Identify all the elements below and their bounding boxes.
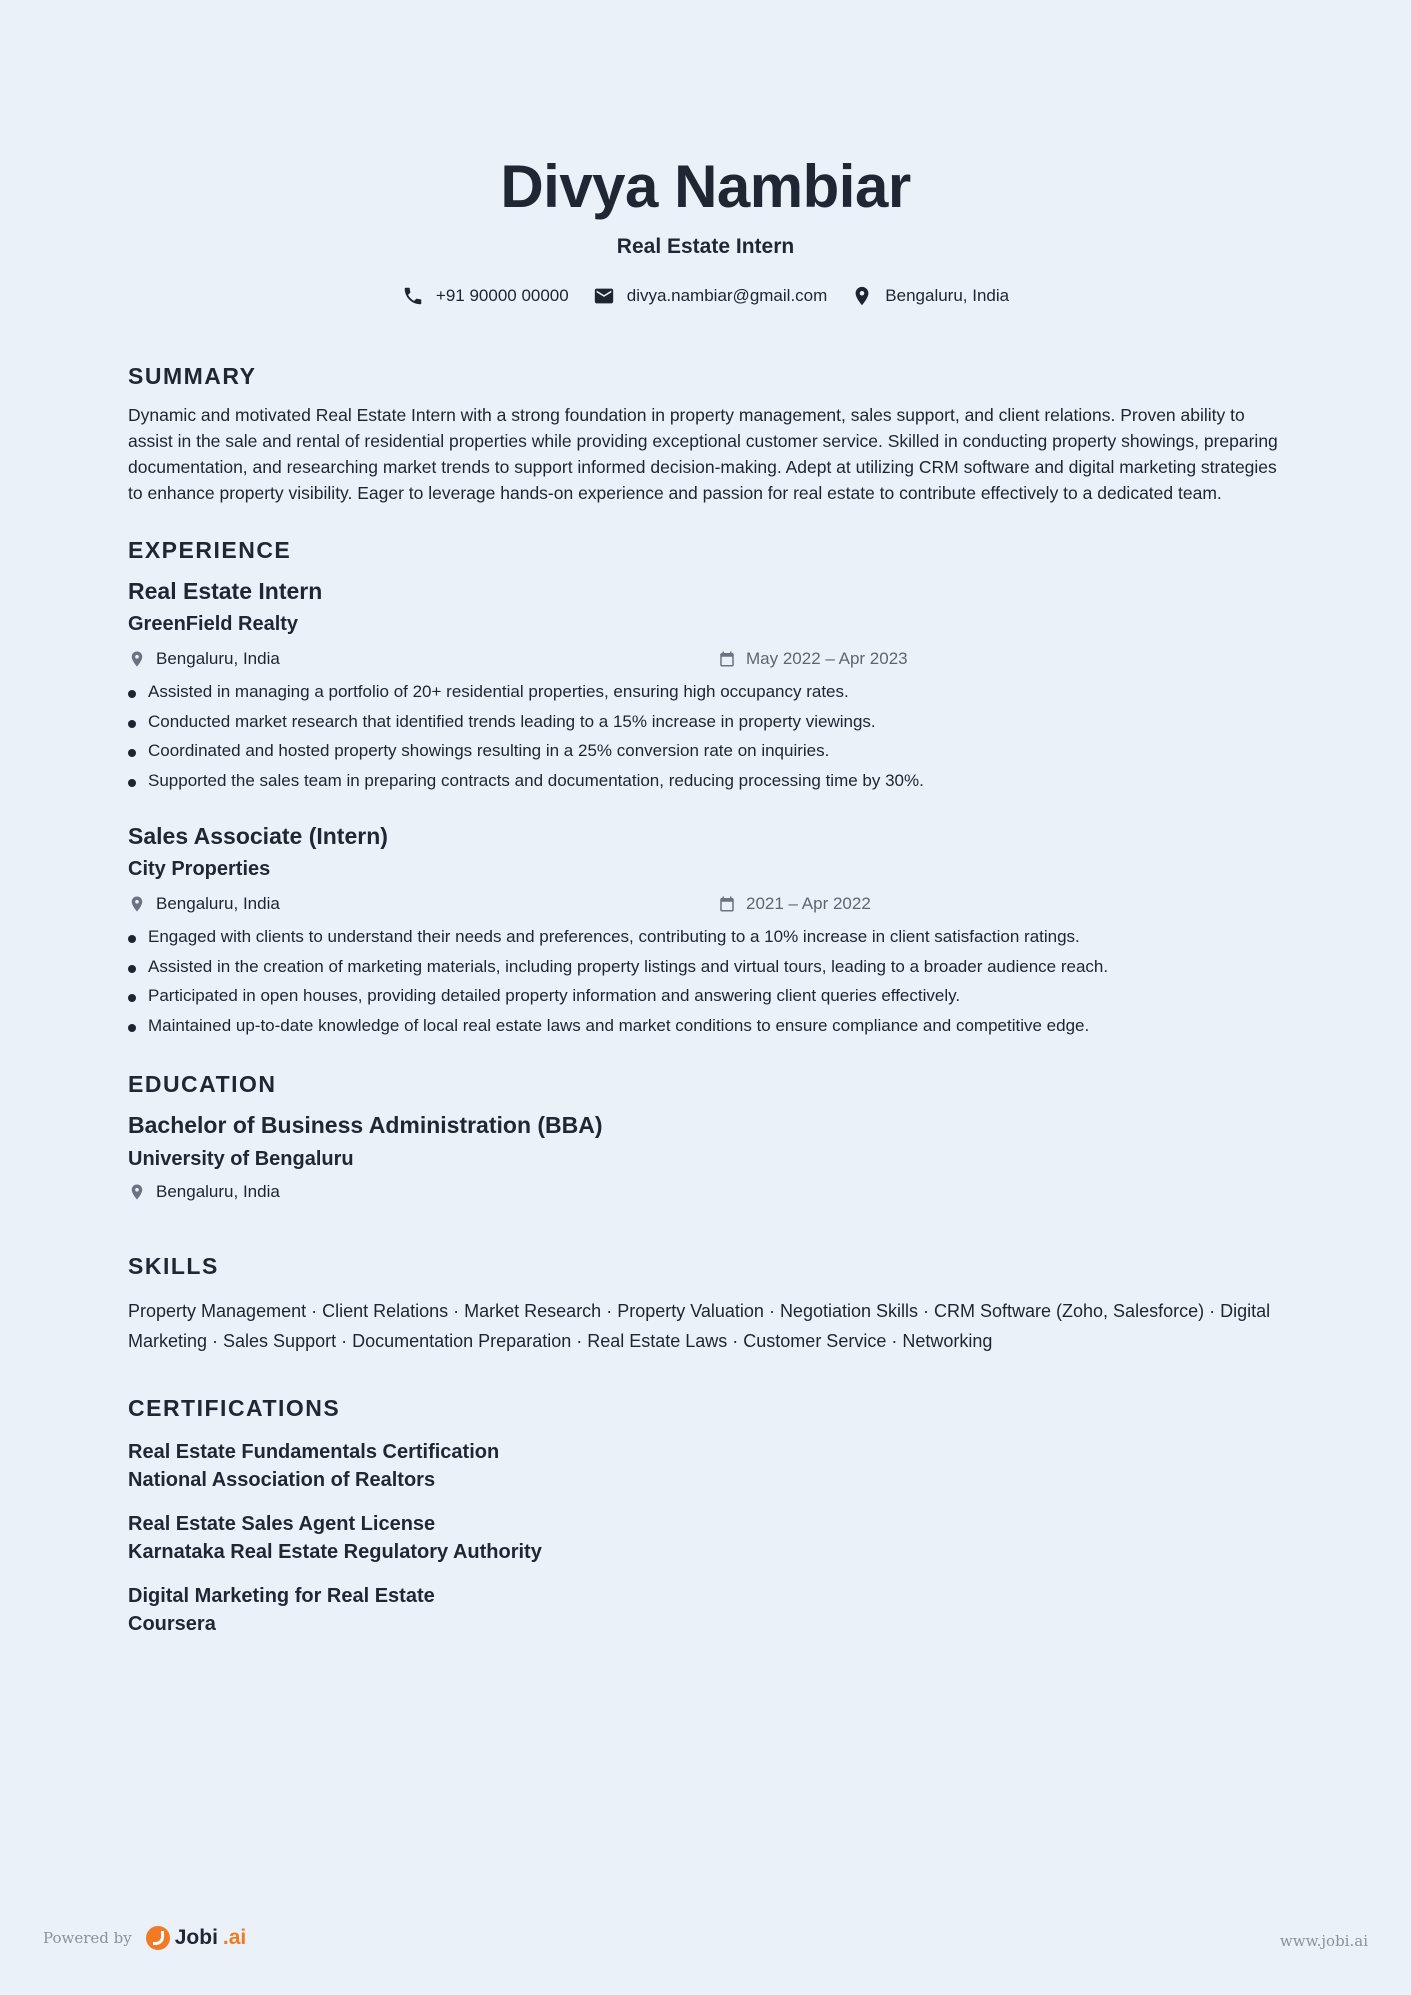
company-name: GreenField Realty [128,613,299,635]
certification-org: National Association of Realtors [128,1469,436,1491]
certification-org: Coursera [128,1613,216,1635]
page-footer [0,1926,1411,1960]
summary-text: Dynamic and motivated Real Estate Intern with a strong foundation in property management, sales support, and client relations. Proven ability to assist in the sale and rental of residential properties while providing exceptional customer service. Skilled in conducting property showings, preparing documentation, and researching market trends to support informed decision-making. Adept at utilizing CRM software and digital marketing strategies to enhance property visibility. Eager to leverage hands-on experience and passion for real estate to contribute effectively to a dedicated team. [128,405,1278,503]
map-pin-icon [851,285,873,307]
calendar-icon [718,895,736,913]
powered-by [43,1926,246,1950]
list-item: Maintained up-to-date knowledge of local real estate laws and market conditions to ensure compliance and competitive edge. [128,1011,1283,1041]
calendar-icon [718,650,736,668]
skills-heading: SKILLS [128,1253,219,1279]
job-meta [128,647,1283,671]
candidate-name: Divya Nambiar [500,153,911,220]
location-text: Bengaluru, India [885,286,1010,305]
certification-item [128,1582,1283,1638]
list-item: Conducted market research that identified trends leading to a 15% increase in property viewings. [128,707,1283,737]
logo-text-main: Jobi [174,1926,218,1949]
job-title: Sales Associate (Intern) [128,823,388,849]
jobi-logo-icon [146,1926,170,1950]
job-location [128,647,718,671]
job-dates [718,892,871,916]
certification-list [128,1438,1283,1638]
summary-section [128,362,1283,506]
education-location [128,1180,1283,1204]
job-location-text: Bengaluru, India [156,894,280,913]
experience-section [128,536,1283,1040]
logo-text-suffix: .ai [222,1926,247,1949]
resume-page [128,0,1283,1654]
certification-name: Real Estate Fundamentals Certification [128,1441,500,1463]
job-entry [128,576,1283,795]
candidate-role: Real Estate Intern [616,235,795,258]
phone-text: +91 90000 00000 [435,286,569,305]
job-dates [718,647,908,671]
map-pin-icon [128,650,146,668]
education-heading: EDUCATION [128,1071,277,1097]
job-dates-text: 2021 – Apr 2022 [746,894,871,913]
skills-section [128,1252,1283,1356]
email-text: divya.nambiar@gmail.com [626,286,828,305]
resume-header [128,0,1283,308]
powered-by-label: Powered by [43,1929,132,1947]
certifications-heading: CERTIFICATIONS [128,1395,341,1421]
summary-heading: SUMMARY [128,363,257,389]
job-meta [128,892,1283,916]
school-name: University of Bengaluru [128,1148,354,1170]
certification-item [128,1510,1283,1566]
skills-text: Property Management · Client Relations · Market Research · Property Valuation · Negotiation Skills · CRM Software (Zoho, Salesforce) · Digital Marketing · Sales Support · Documentation Preparation · Real Estate Laws · Customer Service · Networking [128,1301,1271,1351]
certification-item [128,1438,1283,1494]
job-dates-text: May 2022 – Apr 2023 [746,649,908,668]
list-item: Participated in open houses, providing detailed property information and answering client queries effectively. [128,981,1283,1011]
map-pin-icon [128,1183,146,1201]
list-item: Assisted in the creation of marketing materials, including property listings and virtual tours, leading to a broader audience reach. [128,952,1283,982]
education-section [128,1070,1283,1204]
job-title: Real Estate Intern [128,578,323,604]
company-name: City Properties [128,858,271,880]
contact-location [851,284,1009,308]
map-pin-icon [128,895,146,913]
contact-email [593,284,828,308]
contact-row [128,284,1283,308]
site-link[interactable]: www.jobi.ai [1279,1932,1368,1950]
certification-org: Karnataka Real Estate Regulatory Authority [128,1541,542,1563]
education-location-text: Bengaluru, India [156,1182,280,1201]
list-item: Coordinated and hosted property showings resulting in a 25% conversion rate on inquiries. [128,736,1283,766]
mail-icon [593,285,615,307]
list-item: Assisted in managing a portfolio of 20+ residential properties, ensuring high occupancy rates. [128,677,1283,707]
phone-icon [402,285,424,307]
degree-title: Bachelor of Business Administration (BBA) [128,1112,603,1138]
job-bullets [128,677,1283,795]
job-bullets [128,922,1283,1040]
list-item: Engaged with clients to understand their needs and preferences, contributing to a 10% increase in client satisfaction ratings. [128,922,1283,952]
contact-phone [402,284,569,308]
job-location [128,892,718,916]
list-item: Supported the sales team in preparing contracts and documentation, reducing processing time by 30%. [128,766,1283,796]
jobi-logo[interactable] [146,1926,247,1950]
experience-heading: EXPERIENCE [128,537,292,563]
job-location-text: Bengaluru, India [156,649,280,668]
certifications-section [128,1394,1283,1638]
certification-name: Digital Marketing for Real Estate [128,1585,435,1607]
job-entry [128,821,1283,1040]
certification-name: Real Estate Sales Agent License [128,1513,436,1535]
